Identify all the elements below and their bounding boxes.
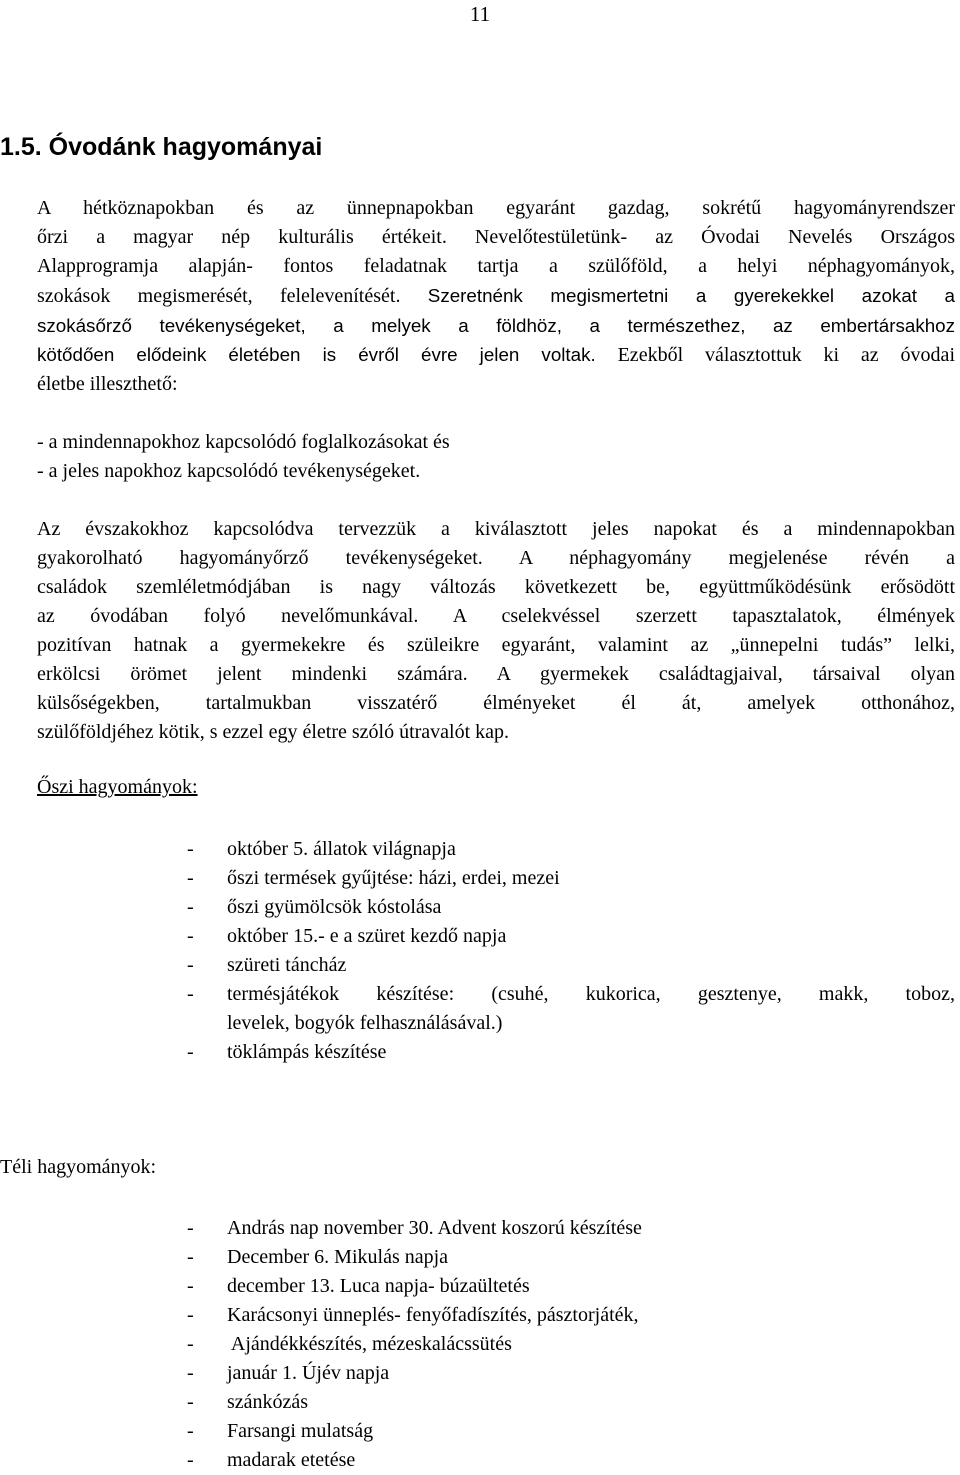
dash: -: [187, 1217, 194, 1239]
dash: -: [187, 867, 194, 889]
intro-line: Alapprogramja alapján- fontos feladatnak tartja a szülőföld, a helyi néphagyományok,: [37, 255, 955, 277]
list-item: [187, 1243, 955, 1272]
list-item: [187, 1359, 955, 1388]
winter-list: [187, 1214, 955, 1475]
item-text: András nap november 30. Advent koszorú készítése: [227, 1217, 642, 1239]
item-text: december 13. Luca napja- búzaültetés: [227, 1275, 530, 1297]
dash: -: [187, 1333, 194, 1355]
list-item: [187, 922, 955, 951]
list-item: [187, 1417, 955, 1446]
item-text: levelek, bogyók felhasználásával.): [227, 1012, 503, 1034]
intro-text-sans: kötődően elődeink életében is évről évre jelen voltak.: [37, 344, 596, 365]
intro-line: életbe illeszthető:: [37, 373, 178, 395]
autumn-title: [37, 776, 198, 799]
list-item: [187, 1446, 955, 1475]
list-item: [187, 1388, 955, 1417]
item-text: őszi gyümölcsök kóstolása: [227, 896, 442, 918]
item-text: Farsangi mulatság: [227, 1420, 374, 1442]
paragraph-line: Az évszakokhoz kapcsolódva tervezzük a kiválasztott jeles napokat és a mindennapokban: [37, 518, 955, 540]
paragraph-line: külsőségekben, tartalmukban visszatérő élményeket él át, amelyek otthonához,: [37, 692, 955, 714]
paragraph-line: gyakorolható hagyományőrző tevékenységeket. A néphagyomány megjelenése révén a: [37, 547, 955, 569]
dash: -: [187, 925, 194, 947]
list-item: [187, 1038, 955, 1067]
intro-text-serif: Ezekből választottuk ki az óvodai: [617, 344, 955, 366]
list-item: [187, 835, 955, 864]
item-text: töklámpás készítése: [227, 1041, 387, 1063]
dash: -: [187, 1304, 194, 1326]
list-item: - a jeles napokhoz kapcsolódó tevékenységeket.: [37, 460, 421, 482]
item-text: madarak etetése: [227, 1449, 356, 1471]
intro-line: A hétköznapokban és az ünnepnapokban egyaránt gazdag, sokrétű hagyományrendszer: [37, 197, 955, 219]
autumn-list: [187, 835, 955, 1067]
list-item: [187, 980, 955, 1038]
dash: -: [187, 1362, 194, 1384]
section-heading: 1.5. Óvodánk hagyományai: [0, 133, 323, 161]
intro-line: szokásőrző tevékenységeket, a melyek a földhöz, a természethez, az embertársakhoz: [37, 315, 955, 336]
paragraph-line: az óvodában folyó nevelőmunkával. A cselekvéssel szerzett tapasztalatok, élmények: [37, 605, 955, 627]
list-item: [187, 1214, 955, 1243]
intro-paragraph: [37, 194, 955, 399]
list-item: [187, 1330, 955, 1359]
dash: -: [187, 896, 194, 918]
item-text: őszi termések gyűjtése: házi, erdei, mezei: [227, 867, 560, 889]
activity-list: [37, 428, 450, 486]
main-paragraph: [37, 515, 955, 747]
list-item: [187, 1301, 955, 1330]
list-item: [187, 864, 955, 893]
intro-text-sans: Szeretnénk megismertetni a gyerekekkel azokat a: [427, 285, 955, 306]
intro-line: [37, 340, 955, 370]
intro-line: őrzi a magyar nép kulturális értékeit. Nevelőtestületünk- az Óvodai Nevelés Országos: [37, 226, 955, 248]
intro-text-serif: szokások megismerését, felelevenítését.: [37, 285, 401, 307]
dash: -: [187, 954, 194, 976]
dash: -: [187, 1391, 194, 1413]
autumn-title-text: Őszi hagyományok:: [37, 776, 198, 798]
list-item: [187, 951, 955, 980]
item-text: Karácsonyi ünneplés- fenyőfadíszítés, pásztorjáték,: [227, 1304, 639, 1326]
item-text: Ajándékkészítés, mézeskalácssütés: [227, 1333, 512, 1355]
dash: -: [187, 1041, 194, 1063]
dash: -: [187, 1420, 194, 1442]
list-item: [187, 893, 955, 922]
item-text: szánkózás: [227, 1391, 309, 1413]
paragraph-line: erkölcsi örömet jelent mindenki számára. A gyermekek családtagjaival, társaival olyan: [37, 663, 955, 685]
dash: -: [187, 1246, 194, 1268]
list-item: [187, 1272, 955, 1301]
intro-line: [37, 281, 955, 311]
paragraph-line: családok szemléletmódjában is nagy változás következett be, együttműködésünk erősödött: [37, 576, 955, 598]
item-text: szüreti táncház: [227, 954, 347, 976]
item-text: December 6. Mikulás napja: [227, 1246, 449, 1268]
item-text: január 1. Újév napja: [227, 1362, 390, 1384]
list-item: - a mindennapokhoz kapcsolódó foglalkozásokat és: [37, 431, 450, 453]
dash: -: [187, 983, 194, 1005]
item-text: termésjátékok készítése: (csuhé, kukorica, gesztenye, makk, toboz,: [227, 983, 955, 1005]
item-text: október 5. állatok világnapja: [227, 838, 456, 860]
item-text: október 15.- e a szüret kezdő napja: [227, 925, 507, 947]
paragraph-line: pozitívan hatnak a gyermekekre és szüleikre egyaránt, valamint az „ünnepelni tudás” lelki,: [37, 634, 955, 656]
paragraph-line: szülőföldjéhez kötik, s ezzel egy életre szóló útravalót kap.: [37, 721, 510, 743]
dash: -: [187, 838, 194, 860]
page-number: 11: [469, 2, 491, 26]
winter-title: Téli hagyományok:: [0, 1156, 157, 1178]
dash: -: [187, 1275, 194, 1297]
dash: -: [187, 1449, 194, 1471]
